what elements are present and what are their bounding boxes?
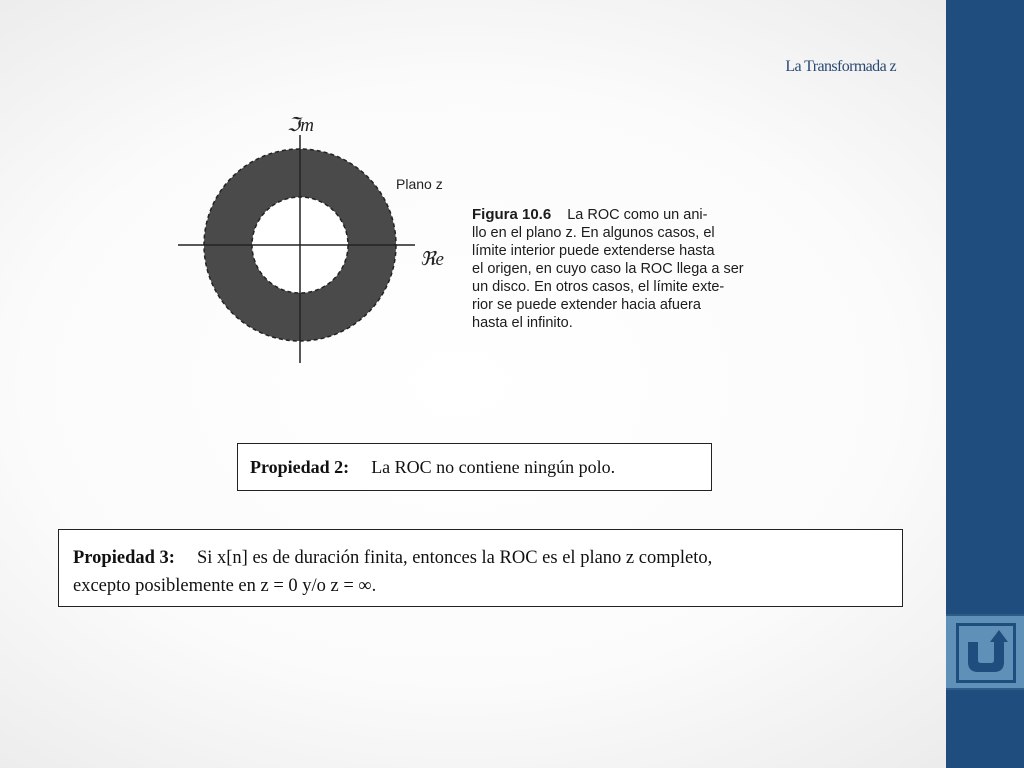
return-arrow-icon [960,626,1012,680]
property-3-line-1: Si x[n] es de duración finita, entonces la ROC es el plano z completo, [196,548,713,568]
caption-line: límite interior puede extenderse hasta [472,243,715,259]
back-button[interactable] [946,614,1024,690]
property-2-text: La ROC no contiene ningún polo. [371,457,616,477]
z-plane-diagram [170,110,470,375]
caption-line: rior se puede extender hacia afuera [472,297,701,313]
caption-line: hasta el infinito. [472,315,573,331]
plane-label: Plano z [396,176,443,192]
caption-line: llo en el plano z. En algunos casos, el [472,225,715,241]
caption-line: un disco. En otros casos, el límite exte- [472,279,725,295]
property-3-heading: Propiedad 3: [73,548,175,568]
slide-title: La Transformada z [785,58,896,75]
property-3-line-2: excepto posiblemente en z = 0 y/o z = ∞. [73,576,377,596]
property-2-heading: Propiedad 2: [250,457,350,477]
caption-line: La ROC como un ani- [567,207,708,223]
caption-line: el origen, en cuyo caso la ROC llega a ser [472,261,744,277]
real-axis-label: ℜe [420,249,444,270]
figure-caption [472,206,792,332]
imag-axis-label: ℑm [287,115,314,136]
roc-figure [170,110,790,375]
property-3-box [58,529,903,607]
figure-number: Figura 10.6 [472,206,552,223]
property-2-box [237,443,712,491]
